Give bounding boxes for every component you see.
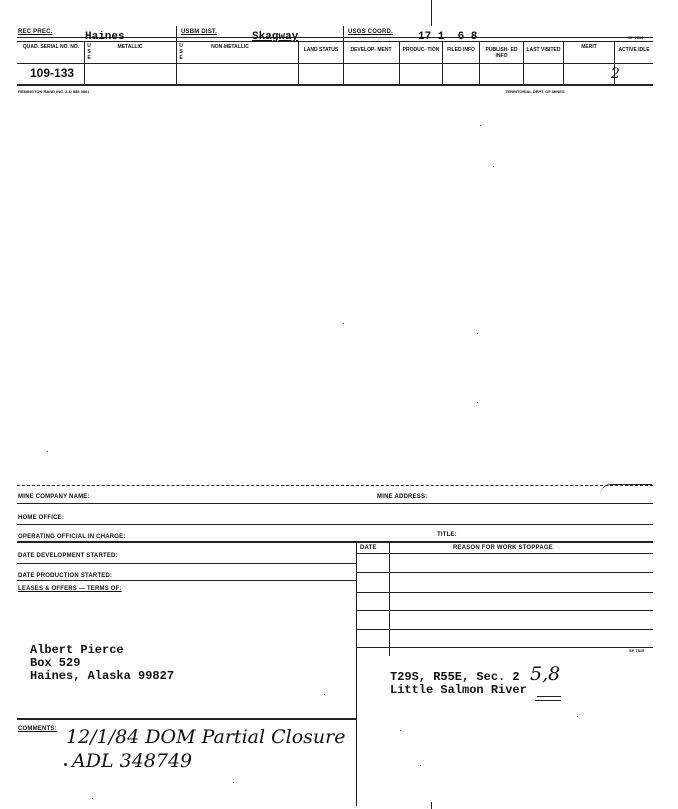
production-header: PRODUC- TION	[402, 47, 440, 53]
table-row-rule	[356, 610, 653, 611]
top-tick	[431, 0, 432, 26]
usbm-dist-label: USBM DIST.	[181, 29, 218, 35]
date-production-started-label: DATE PRODUCTION STARTED:	[18, 573, 113, 579]
location-river: Little Salmon River	[390, 683, 527, 697]
header-rule-4	[17, 84, 653, 86]
use-header: U S E	[87, 43, 91, 61]
table-row-rule	[356, 572, 653, 573]
serial-number-value: 109-133	[30, 66, 75, 80]
rule-mine	[17, 503, 653, 504]
table-row-rule	[356, 592, 653, 593]
active-idle-header: ACTIVE IDLE	[618, 47, 650, 53]
last-visited-header: LAST VISITED	[526, 47, 561, 53]
rule-comments	[17, 718, 356, 720]
table-left-edge	[356, 541, 357, 656]
operating-official-label: OPERATING OFFICIAL IN CHARGE:	[18, 534, 126, 540]
form-number: SP 7814	[628, 35, 644, 40]
col-divider	[176, 41, 177, 84]
col-divider	[84, 41, 85, 84]
location-legal: T29S, R55E, Sec. 2	[390, 670, 520, 684]
date-development-started-label: DATE DEVELOPMENT STARTED:	[18, 553, 118, 559]
top-divider-1	[176, 26, 177, 42]
speck	[324, 694, 325, 695]
top-divider-2	[343, 26, 344, 42]
hand-underline	[535, 700, 561, 701]
speck	[477, 333, 478, 334]
development-header: DEVELOP- MENT	[350, 47, 392, 53]
lower-center-divider	[356, 656, 357, 806]
quad-serial-header: QUAD. SERIAL NO. NO.	[22, 44, 80, 50]
speck	[92, 798, 93, 799]
bottom-tick	[431, 802, 432, 809]
speck	[343, 323, 344, 324]
speck	[477, 402, 478, 403]
metallic-header: METALLIC	[117, 44, 143, 50]
form-number-2: SP 7815	[629, 648, 645, 653]
filed-info-header: FILED INFO	[447, 47, 475, 53]
speck	[577, 716, 578, 717]
col-divider	[298, 41, 299, 84]
owner-box: Box 529	[30, 656, 81, 670]
table-header-rule	[356, 553, 653, 554]
table-row-rule	[356, 647, 653, 648]
speck	[420, 765, 421, 766]
mine-company-label: MINE COMPANY NAME:	[18, 494, 90, 500]
comment-handwritten-1: 12/1/84 DOM Partial Closure	[66, 726, 346, 748]
rule-official	[17, 541, 653, 543]
col-divider	[343, 41, 344, 84]
ink-dot	[64, 763, 67, 766]
footer-right: TERRITORIAL DEPT. OF MINES	[505, 89, 565, 94]
leases-offers-label: LEASES & OFFERS — TERMS OF:	[18, 586, 122, 592]
published-info-header: PUBLISH- ED INFO	[485, 47, 518, 59]
usgs-coord-value: 17 1 6 8	[418, 31, 478, 43]
nonmetallic-header: NON-METALLIC	[211, 44, 249, 50]
rule-prod	[17, 580, 356, 581]
speck	[400, 730, 401, 731]
usbm-dist-value: Skagway	[252, 31, 299, 43]
use-header-2: U S E	[179, 43, 183, 61]
comments-label: COMMENTS:	[18, 726, 57, 732]
rec-prec-label: REC PREC.	[18, 29, 53, 35]
mine-address-label: MINE ADDRESS:	[377, 494, 428, 500]
footer-left: REMINGTON RAND INC. 2-D 888 5801	[18, 89, 90, 94]
rule-dev	[17, 563, 356, 564]
usgs-coord-label: USGS COORD.	[348, 29, 393, 35]
land-status-header: LAND STATUS	[303, 47, 339, 53]
speck	[493, 166, 494, 167]
reason-column-header: REASON FOR WORK STOPPAGE	[453, 545, 553, 551]
active-idle-mark: 2	[611, 66, 620, 82]
table-date-divider	[389, 541, 390, 656]
hand-underline	[537, 696, 561, 697]
location-section-handwritten: 5,8	[530, 663, 561, 685]
table-row-rule	[356, 629, 653, 630]
header-rule-3	[17, 63, 653, 64]
rule-home	[17, 524, 653, 525]
card-corner-stroke	[600, 484, 652, 495]
speck	[233, 782, 234, 783]
comment-handwritten-2: ADL 348749	[72, 750, 193, 772]
speck	[480, 125, 481, 126]
home-office-label: HOME OFFICE:	[18, 515, 65, 521]
rec-prec-value: Haines	[85, 31, 125, 43]
merit-header: MERIT	[581, 44, 597, 50]
card-top-edge	[17, 485, 653, 486]
speck	[47, 451, 48, 452]
owner-city: Haines, Alaska 99827	[30, 669, 175, 683]
date-column-header: DATE	[360, 545, 377, 551]
title-label: TITLE:	[437, 532, 457, 538]
owner-name: Albert Pierce	[30, 643, 124, 657]
